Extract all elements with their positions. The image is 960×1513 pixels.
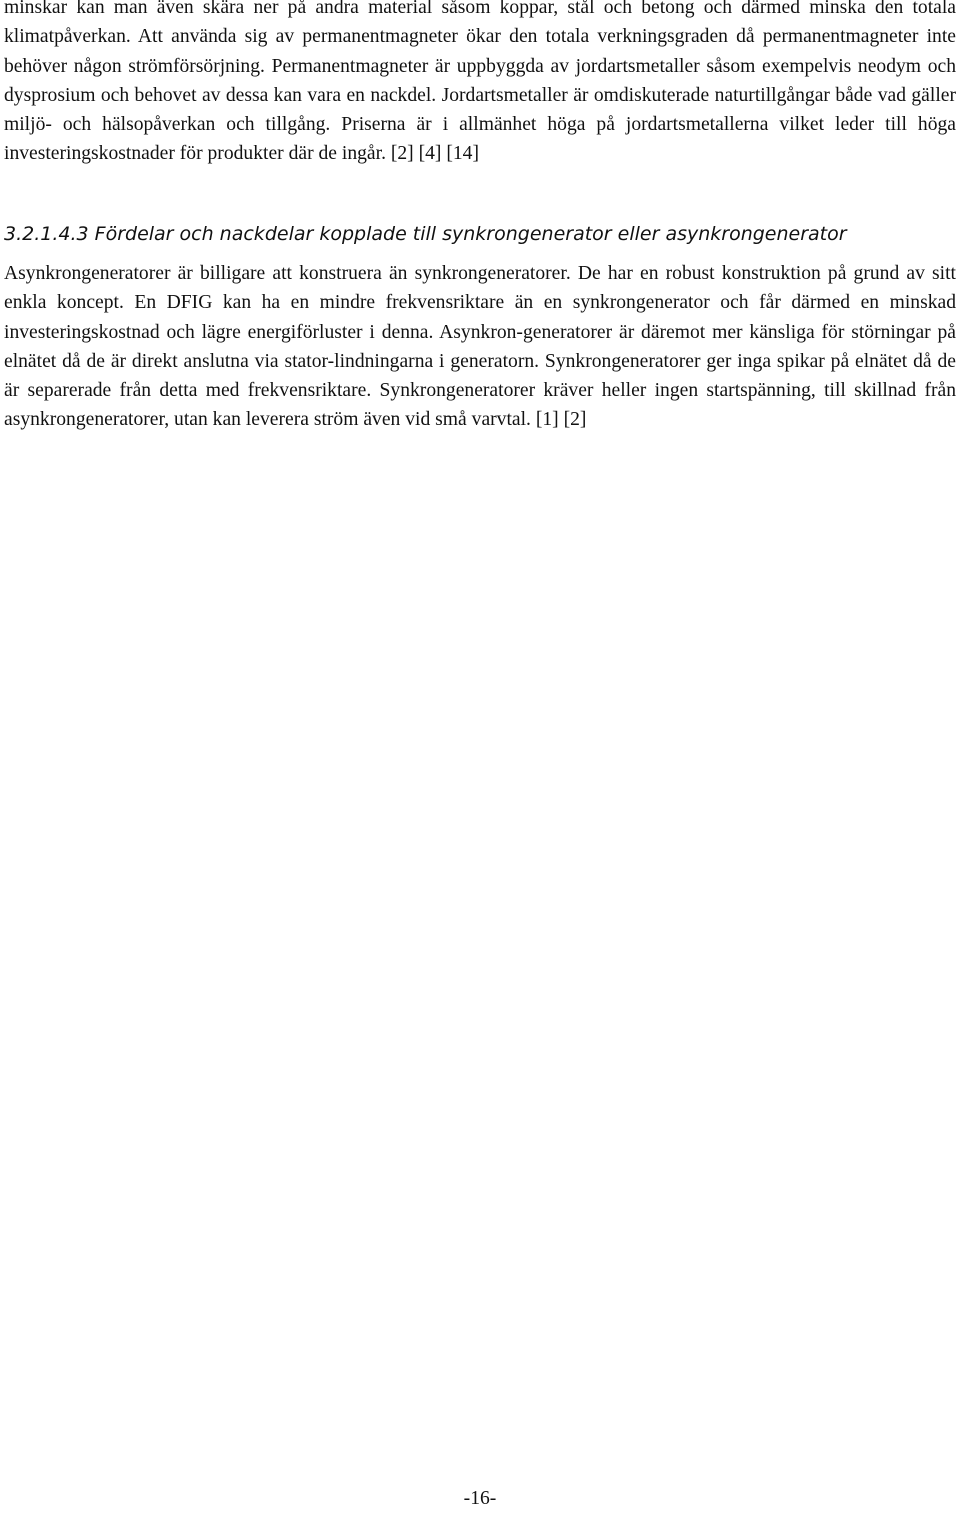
page-number: -16-: [463, 1488, 497, 1509]
body-paragraph-bottom: Asynkrongeneratorer är billigare att konstruera än synkrongeneratorer. De har en robust konstruktion på grund av sitt enkla koncept. En DFIG kan ha en mindre frekvensriktare än en synkrongenerator och får därmed en minskad investeringskostnad och lägre energiförluster i denna. Asynkron-generatorer är däremot mer känsliga för störningar på elnätet då de är direkt anslutna via stator-lindningarna i generatorn. Synkrongeneratorer ger inga spikar på elnätet då de är separerade från detta med frekvensriktare. Synkrongeneratorer kräver heller ingen startspänning, till skillnad från asynkrongeneratorer, utan kan leverera ström även vid små varvtal. [1] [2]: [4, 263, 956, 431]
section-heading: 3.2.1.4.3 Fördelar och nackdelar kopplade till synkrongenerator eller asynkrongenerator: [4, 223, 847, 245]
body-paragraph-top: minskar kan man även skära ner på andra material såsom koppar, stål och betong och därmed minska den totala klimatpåverkan. Att använda sig av permanentmagneter ökar den totala verkningsgraden då permanentmagneter inte behöver någon strömförsörjning. Permanentmagneter är uppbyggda av jordartsmetaller såsom exempelvis neodym och dysprosium och behovet av dessa kan vara en nackdel. Jordartsmetaller är omdiskuterade naturtillgångar både vad gäller miljö- och hälsopåverkan och tillgång. Priserna är i allmänhet höga på jordartsmetallerna vilket leder till höga investeringskostnader för produkter där de ingår. [2] [4] [14]: [4, 0, 956, 165]
